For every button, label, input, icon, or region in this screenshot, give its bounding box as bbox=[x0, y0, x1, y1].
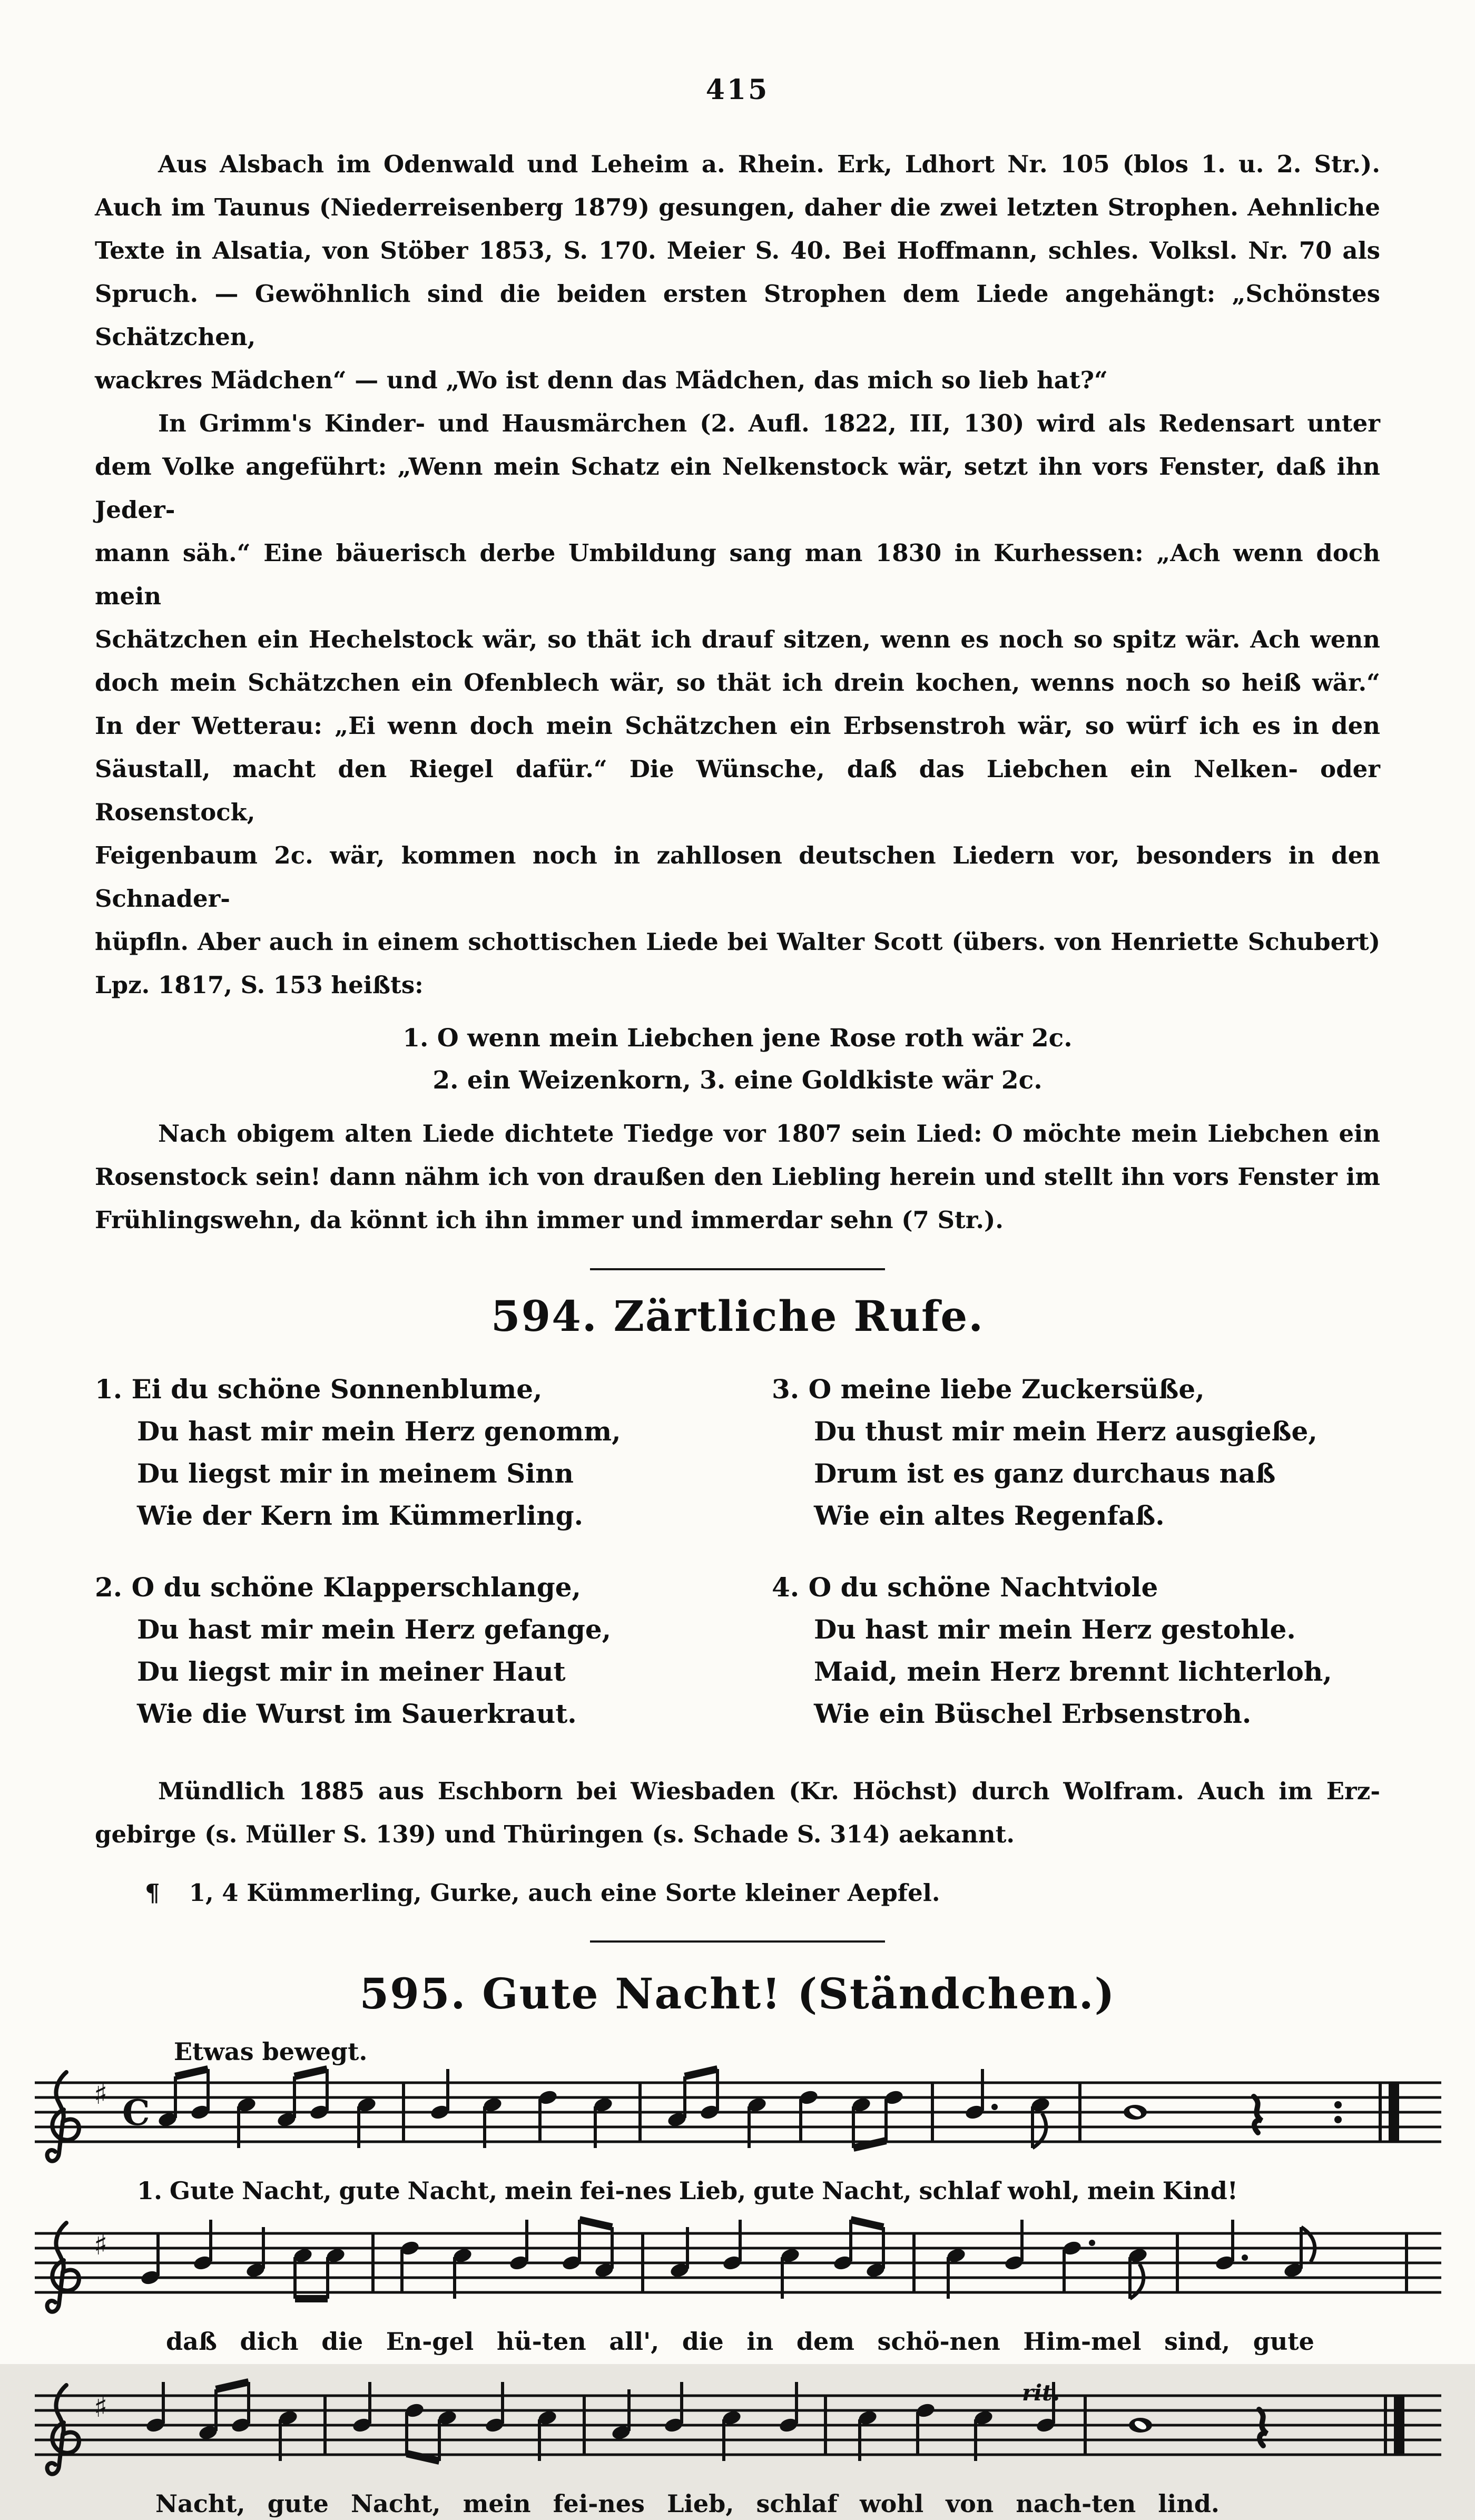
note bbox=[537, 2089, 558, 2141]
note bbox=[593, 2096, 613, 2148]
final-barline-thick bbox=[1389, 2083, 1399, 2142]
note bbox=[198, 2389, 218, 2441]
lyrics-line-3 bbox=[155, 2487, 1220, 2520]
page-content bbox=[95, 0, 1380, 2520]
note bbox=[230, 2382, 251, 2434]
note bbox=[798, 2089, 819, 2141]
note bbox=[561, 2220, 582, 2271]
lyric-token: gute bbox=[1253, 2327, 1314, 2356]
note bbox=[973, 2409, 994, 2461]
note bbox=[746, 2096, 767, 2148]
note bbox=[140, 2234, 160, 2286]
lyric-token: Nacht, bbox=[407, 2176, 498, 2205]
verse-line: Drum ist es ganz durchaus naß bbox=[814, 1458, 1276, 1489]
lyric-token: sind, bbox=[1164, 2327, 1231, 2356]
verse-couplet bbox=[95, 1017, 1380, 1102]
verse-line: Du thust mir mein Herz ausgieße, bbox=[814, 1416, 1317, 1447]
section-divider bbox=[590, 1940, 885, 1943]
note bbox=[484, 2382, 505, 2434]
lyric-token: Lieb, bbox=[667, 2489, 734, 2518]
lyric-token: in bbox=[746, 2327, 774, 2356]
verse-line: Du hast mir mein Herz gestohle. bbox=[814, 1614, 1296, 1645]
text-line: Lpz. 1817, S. 153 heißts: bbox=[95, 971, 424, 999]
text-line: Nach obigem alten Liede dichtete Tiedge vor 1807 sein Lied: O möchte mein Liebchen ein bbox=[158, 1120, 1380, 1148]
verse-line: Wie die Wurst im Sauerkraut. bbox=[137, 1698, 577, 1729]
note bbox=[594, 2227, 614, 2279]
lyric-token: Gute bbox=[169, 2176, 235, 2205]
beam bbox=[175, 2069, 208, 2076]
verse-block bbox=[95, 1566, 714, 1735]
note bbox=[611, 2389, 631, 2441]
note bbox=[865, 2227, 886, 2279]
couplet-line: 2. ein Weizenkorn, 3. eine Goldkiste wär 2c. bbox=[432, 1066, 1043, 1095]
music-staff bbox=[32, 2220, 1449, 2325]
text-line: Säustall, macht den Riegel dafür.“ Die Wünsche, daß das Liebchen ein Nelken- oder Rosenstock, bbox=[95, 755, 1380, 826]
note bbox=[780, 2247, 800, 2299]
note bbox=[883, 2089, 904, 2141]
verse-line: Du liegst mir in meinem Sinn bbox=[137, 1458, 574, 1489]
lyric-token: Lieb, bbox=[678, 2176, 746, 2205]
note bbox=[537, 2409, 557, 2461]
beam bbox=[851, 2220, 883, 2227]
song-595-subtitle: (Ständchen.) bbox=[797, 1969, 1116, 2018]
verse-line: Wie der Kern im Kümmerling. bbox=[137, 1500, 583, 1531]
text-line: gebirge (s. Müller S. 139) und Thüringen (s. Schade S. 314) aekannt. bbox=[95, 1820, 1015, 1848]
note bbox=[508, 2220, 529, 2271]
verse-line: Du hast mir mein Herz genomm, bbox=[137, 1416, 621, 1447]
note bbox=[404, 2402, 425, 2454]
verse-line: Du liegst mir in meiner Haut bbox=[137, 1656, 566, 1687]
note bbox=[157, 2076, 178, 2128]
lyric-token: all', bbox=[609, 2327, 660, 2356]
note bbox=[1283, 2227, 1315, 2279]
couplet-line: 1. O wenn mein Liebchen jene Rose roth wär 2c. bbox=[402, 1024, 1073, 1053]
lyric-token: schö-nen bbox=[877, 2327, 1000, 2356]
note bbox=[190, 2069, 210, 2121]
note bbox=[145, 2382, 165, 2434]
note bbox=[192, 2220, 213, 2271]
note bbox=[437, 2409, 457, 2461]
lyric-token: dich bbox=[240, 2327, 299, 2356]
note bbox=[452, 2247, 473, 2299]
music-staff bbox=[32, 2069, 1449, 2174]
time-signature: C bbox=[122, 2092, 150, 2133]
note bbox=[857, 2409, 878, 2461]
song-595-title: 595. Gute Nacht! bbox=[359, 1969, 782, 2018]
verse-line: 1. Ei du schöne Sonnenblume, bbox=[95, 1374, 543, 1405]
treble-clef-icon bbox=[47, 2072, 79, 2161]
note bbox=[669, 2227, 690, 2279]
note bbox=[663, 2382, 684, 2434]
lyric-token: schlaf bbox=[756, 2489, 838, 2518]
lyrics-line-2 bbox=[166, 2325, 1314, 2358]
section-divider bbox=[590, 1268, 885, 1270]
final-barline-thick bbox=[1394, 2396, 1404, 2455]
lyric-token: fei-nes bbox=[553, 2489, 645, 2518]
text-line: wackres Mädchen“ — und „Wo ist denn das Mädchen, das mich so lieb hat?“ bbox=[95, 366, 1108, 394]
treble-clef-icon bbox=[47, 2385, 79, 2474]
note bbox=[276, 2076, 297, 2128]
verses-column-left bbox=[95, 1368, 714, 1764]
lyric-token: die bbox=[321, 2327, 363, 2356]
beam bbox=[685, 2069, 717, 2076]
lyrics-line-1 bbox=[137, 2174, 1238, 2207]
sheet-music bbox=[32, 2069, 1449, 2520]
lyric-token: daß bbox=[166, 2327, 217, 2356]
note bbox=[482, 2096, 503, 2148]
beam bbox=[294, 2069, 327, 2076]
song-heading-595 bbox=[95, 1969, 1380, 2018]
music-system-2 bbox=[32, 2220, 1449, 2358]
verses-column-right bbox=[772, 1368, 1391, 1764]
song-594-verses bbox=[95, 1368, 1391, 1764]
lyric-token: Nacht, bbox=[155, 2489, 245, 2518]
note bbox=[915, 2402, 936, 2454]
note bbox=[429, 2069, 450, 2121]
repeat-dot bbox=[1334, 2116, 1342, 2123]
text-line: Texte in Alsatia, von Stöber 1853, S. 170. Meier S. 40. Bei Hoffmann, schles. Volksl. Nr. 70 als bbox=[95, 237, 1380, 264]
text-line: mann säh.“ Eine bäuerisch derbe Umbildung sang man 1830 in Kurhessen: „Ach wenn doch mein bbox=[95, 539, 1380, 610]
note bbox=[236, 2096, 257, 2148]
lyric-token: lind. bbox=[1158, 2489, 1220, 2518]
lyric-token: die bbox=[682, 2327, 724, 2356]
text-line: Mündlich 1885 aus Eschborn bei Wiesbaden (Kr. Höchst) durch Wolfram. Auch im Erz- bbox=[158, 1777, 1380, 1805]
verse-block bbox=[95, 1368, 714, 1537]
note bbox=[1124, 2105, 1147, 2120]
note bbox=[778, 2382, 799, 2434]
verse-line: 2. O du schöne Klapperschlange, bbox=[95, 1572, 581, 1603]
lyric-token: schlaf bbox=[919, 2176, 1000, 2205]
rit-marking: rit. bbox=[1022, 2380, 1060, 2406]
text-line: Spruch. — Gewöhnlich sind die beiden ersten Strophen dem Liede angehängt: „Schönstes Schätzchen, bbox=[95, 280, 1380, 351]
sharp-icon: ♯ bbox=[94, 2228, 108, 2261]
verse-line: Wie ein altes Regenfaß. bbox=[814, 1500, 1165, 1531]
lyric-token: mein bbox=[463, 2489, 531, 2518]
annotation-paragraph-3 bbox=[95, 1112, 1380, 1242]
note bbox=[1004, 2220, 1024, 2271]
note bbox=[699, 2069, 720, 2121]
song-heading-594: 594. Zärtliche Rufe. bbox=[490, 1291, 985, 1341]
note bbox=[325, 2247, 346, 2299]
lyric-token: En-gel bbox=[386, 2327, 474, 2356]
note bbox=[351, 2382, 372, 2434]
verse-line: Wie ein Büschel Erbsenstroh. bbox=[814, 1698, 1252, 1729]
repeat-dot bbox=[1334, 2101, 1342, 2109]
text-line: In Grimm's Kinder- und Hausmärchen (2. Aufl. 1822, III, 130) wird als Redensart unter bbox=[158, 409, 1380, 437]
annotation-paragraph-2 bbox=[95, 402, 1380, 1007]
music-staff bbox=[32, 2382, 1449, 2487]
note bbox=[245, 2227, 266, 2279]
note bbox=[666, 2076, 687, 2128]
footnote bbox=[145, 1872, 1380, 1914]
note bbox=[1129, 2418, 1152, 2433]
text-line: dem Volke angeführt: „Wenn mein Schatz ein Nelkenstock wär, setzt ihn vors Fenster, daß ihn Jeder- bbox=[95, 453, 1380, 524]
footnote-text: 1, 4 Kümmerling, Gurke, auch eine Sorte kleiner Aepfel. bbox=[189, 1879, 940, 1907]
lyric-token: von bbox=[946, 2489, 994, 2518]
note bbox=[721, 2409, 742, 2461]
lyric-token: gute bbox=[339, 2176, 400, 2205]
text-line: Frühlingswehn, da könnt ich ihn immer und immerdar sehn (7 Str.). bbox=[95, 1206, 1004, 1234]
verse-line: Maid, mein Herz brennt lichterloh, bbox=[814, 1656, 1332, 1687]
source-note bbox=[95, 1770, 1380, 1856]
note bbox=[722, 2220, 742, 2271]
verse-block bbox=[772, 1566, 1391, 1735]
lyric-token: 1. bbox=[137, 2176, 163, 2205]
verse-line: 4. O du schöne Nachtviole bbox=[772, 1572, 1158, 1603]
lyric-token: nach-ten bbox=[1016, 2489, 1136, 2518]
text-line: Auch im Taunus (Niederreisenberg 1879) gesungen, daher die zwei letzten Strophen. Aehnliche bbox=[95, 193, 1380, 221]
beam bbox=[216, 2382, 249, 2389]
text-line: Feigenbaum 2c. wär, kommen noch in zahllosen deutschen Liedern vor, besonders in den Schnader- bbox=[95, 841, 1380, 913]
verse-line: Du hast mir mein Herz gefange, bbox=[137, 1614, 612, 1645]
lyric-token: wohl, bbox=[1007, 2176, 1080, 2205]
lyric-token: fei-nes bbox=[579, 2176, 672, 2205]
lyric-token: gute bbox=[753, 2176, 815, 2205]
treble-clef-icon bbox=[47, 2223, 79, 2312]
verse-line: 3. O meine liebe Zuckersüße, bbox=[772, 1374, 1205, 1405]
lyric-token: Nacht, bbox=[350, 2489, 441, 2518]
page-number: 415 bbox=[705, 74, 770, 106]
music-system-3 bbox=[32, 2382, 1449, 2520]
verse-block bbox=[772, 1368, 1391, 1537]
note bbox=[356, 2096, 377, 2148]
music-system-1 bbox=[32, 2069, 1449, 2207]
text-line: In der Wetterau: „Ei wenn doch mein Schätzchen ein Erbsenstroh wär, so würf ich es in den bbox=[95, 712, 1380, 740]
annotation-paragraph-1 bbox=[95, 143, 1380, 402]
lyric-token: Him-mel bbox=[1023, 2327, 1142, 2356]
text-line: Rosenstock sein! dann nähm ich von draußen den Liebling herein und stellt ihn vors Fenster im bbox=[95, 1163, 1380, 1191]
lyric-token: mein bbox=[505, 2176, 573, 2205]
sharp-icon: ♯ bbox=[94, 2077, 108, 2111]
text-line: Schätzchen ein Hechelstock wär, so thät ich drauf sitzen, wenn es noch so spitz wär. Ach wenn bbox=[95, 625, 1380, 653]
note bbox=[851, 2096, 871, 2148]
lyric-token: gute bbox=[267, 2489, 329, 2518]
lyric-token: wohl bbox=[860, 2489, 924, 2518]
lyric-token: Nacht, bbox=[242, 2176, 332, 2205]
lyric-token: dem bbox=[796, 2327, 854, 2356]
text-line: doch mein Schätzchen ein Ofenblech wär, so thät ich drein kochen, wenns noch so heiß wär.“ bbox=[95, 669, 1380, 697]
text-line: hüpfln. Aber auch in einem schottischen Liede bei Walter Scott (übers. von Henriette Schubert) bbox=[95, 928, 1380, 956]
beam bbox=[579, 2220, 612, 2227]
sharp-icon: ♯ bbox=[94, 2390, 108, 2424]
note bbox=[292, 2247, 313, 2299]
note bbox=[309, 2069, 329, 2121]
note bbox=[1030, 2096, 1050, 2148]
lyric-token: Kind! bbox=[1162, 2176, 1238, 2205]
note bbox=[399, 2240, 420, 2291]
lyric-token: mein bbox=[1087, 2176, 1155, 2205]
pilcrow-icon: ¶ bbox=[145, 1879, 160, 1907]
note bbox=[1127, 2247, 1148, 2299]
text-line: Aus Alsbach im Odenwald und Leheim a. Rhein. Erk, Ldhort Nr. 105 (blos 1. u. 2. Str.). bbox=[158, 150, 1380, 178]
note bbox=[278, 2409, 298, 2461]
lyric-token: hü-ten bbox=[496, 2327, 586, 2356]
tempo-marking: Etwas bewegt. bbox=[174, 2037, 368, 2066]
lyric-token: Nacht, bbox=[822, 2176, 912, 2205]
note bbox=[832, 2220, 853, 2271]
note bbox=[946, 2247, 966, 2299]
